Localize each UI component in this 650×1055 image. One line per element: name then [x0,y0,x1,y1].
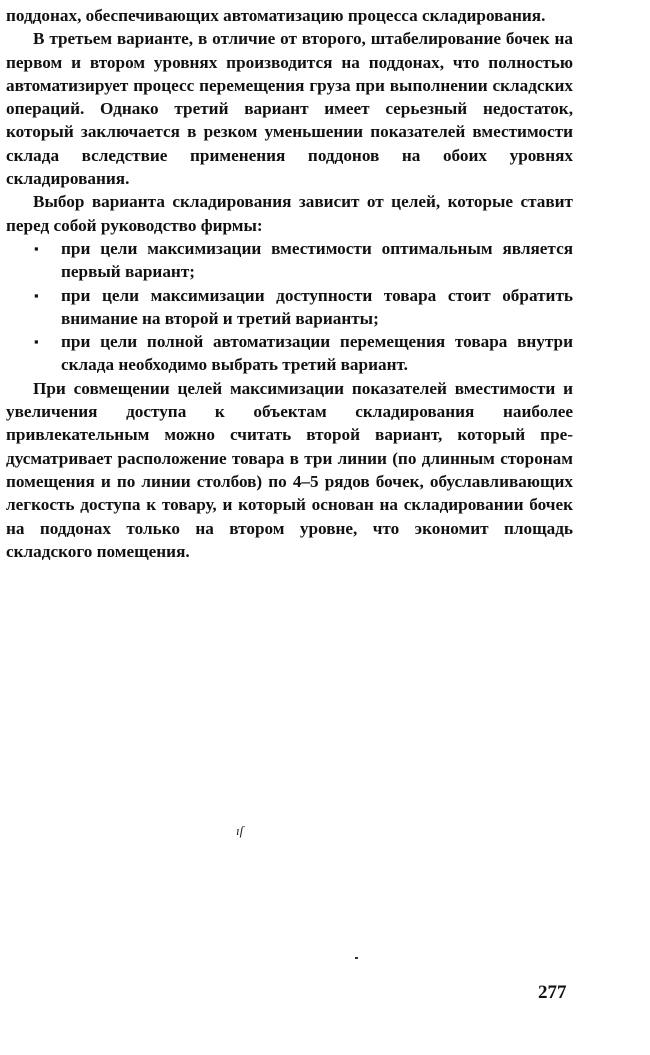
list-item [6,330,573,377]
scan-artifact-dot [355,957,358,959]
scan-artifact-mark: ıſ [236,823,244,838]
bullet-icon: ▪ [34,287,39,303]
list-item-text: при цели максимизации вместимости оптимальным является первый вариант; [61,238,573,282]
list-item [6,284,573,331]
list-item-text: при цели максимизации доступности товара стоит обратить внимание на второй и третий варианты; [61,285,573,328]
bullet-list [6,237,573,377]
page-body [6,4,573,563]
list-item-text: при цели полной автоматизации перемещения товара внутри склада необходимо выбрать третий вариант. [61,332,573,375]
paragraph-4: При совмещении целей максимизации показателей вместимости и увеличения доступа к объектам складирования наиболее привлекательным можно считать второй вариант, который предусматривает расположение товара в три линии (по длинным сторонам помещения и по линии столбов) по 4–5 рядов бочек, обуславливающих легкость доступа к товару, и который основан на складировании бочек на поддонах только на втором уровне, что экономит площадь складского помещения. [6,378,573,561]
list-item [6,237,573,284]
bullet-icon: ▪ [34,334,39,350]
bullet-icon: ▪ [34,240,39,256]
page-number: 277 [538,982,567,1003]
paragraph-1: поддонах, обеспечивающих автоматизацию процесса складирования. [6,6,546,25]
paragraph-3: Выбор варианта складирования зависит от целей, которые ставит перед собой руководство фирмы: [6,192,573,235]
paragraph-2: В третьем варианте, в отличие от второго, штабелирование бочек на первом и втором уровнях производится на поддонах, что полностью автоматизирует процесс перемещения груза при выполнении складских операций. Однако третий вариант имеет серьезный недостаток, который заключается в резком уменьшении показателей вместимости склада вследствие применения поддонов на обоих уровнях складирования. [6,29,573,189]
